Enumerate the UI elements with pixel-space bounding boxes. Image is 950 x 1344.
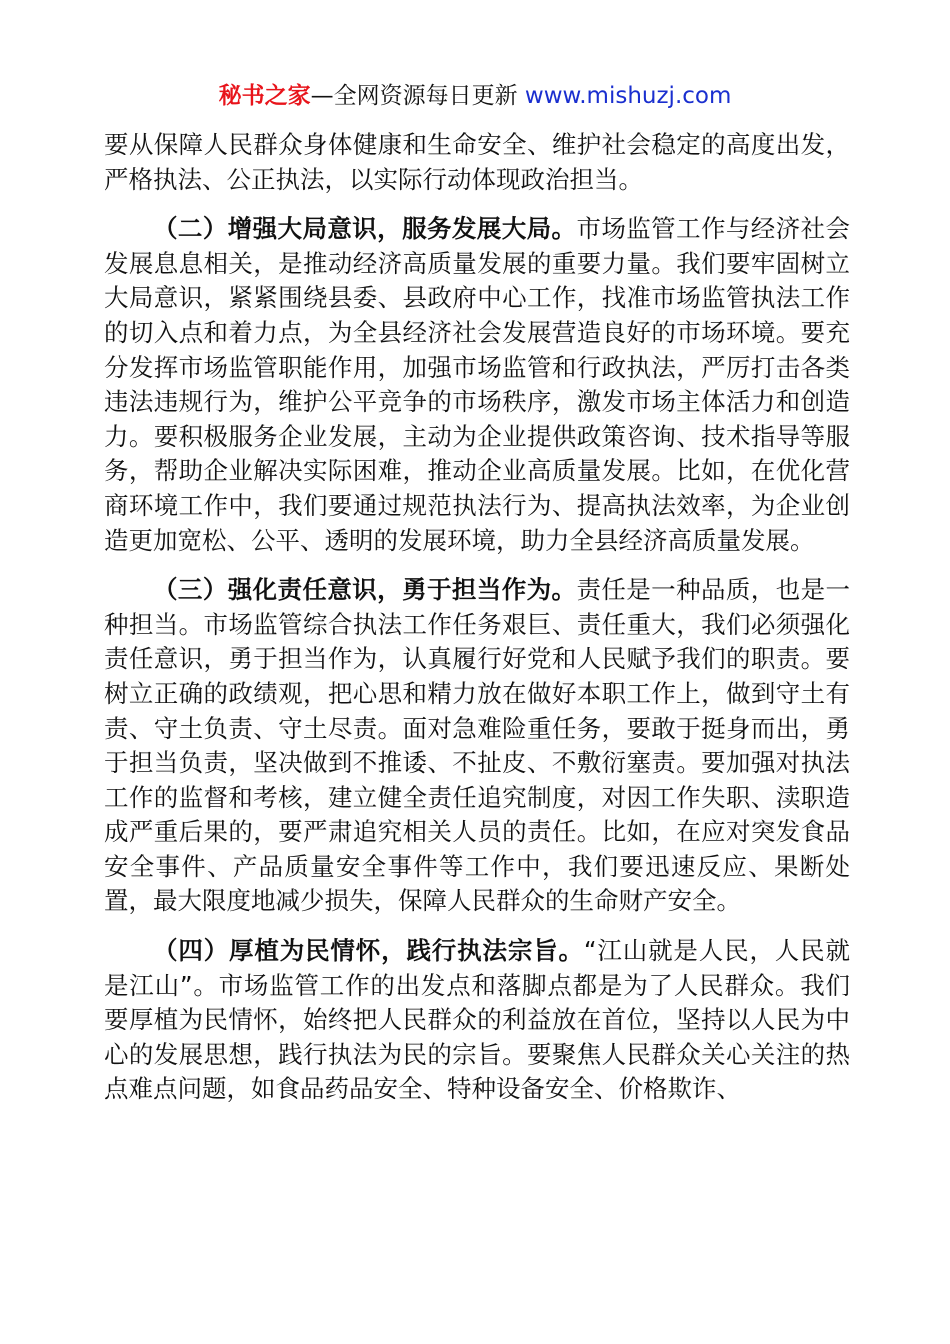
paragraph-text: “江山就是人民，人民就是江山”。市场监管工作的出发点和落脚点都是为了人民群众。我们要厚植为民情怀，始终把人民群众的利益放在首位，坚持以人民为中心的发展思想，践行执法为民的宗旨。要聚焦人民群众关心关注的热点难点问题，如食品药品安全、特种设备安全、价格欺诈、 — [104, 936, 850, 1104]
paragraph-section-2 — [104, 212, 850, 558]
paragraph-text: 要从保障人民群众身体健康和生命安全、维护社会稳定的高度出发，严格执法、公正执法，以实际行动体现政治担当。 — [104, 130, 850, 194]
paragraph-section-3 — [104, 573, 850, 919]
section-heading: （三）强化责任意识，勇于担当作为。 — [153, 575, 577, 605]
document-body — [104, 128, 850, 1122]
brand-name: 秘书之家 — [218, 83, 311, 109]
paragraph-section-4 — [104, 934, 850, 1107]
section-heading: （四）厚植为民情怀，践行执法宗旨。 — [153, 936, 584, 966]
site-url-link[interactable]: www.mishuzj.com — [524, 83, 732, 109]
paragraph-text: 责任是一种品质，也是一种担当。市场监管综合执法工作任务艰巨、责任重大，我们必须强化责任意识，勇于担当作为，认真履行好党和人民赋予我们的职责。要树立正确的政绩观，把心思和精力放在做好本职工作上，做到守土有责、守土负责、守土尽责。面对急难险重任务，要敢于挺身而出，勇于担当负责，坚决做到不推诿、不扯皮、不敷衍塞责。要加强对执法工作的监督和考核，建立健全责任追究制度，对因工作失职、渎职造成严重后果的，要严肃追究相关人员的责任。比如，在应对突发食品安全事件、产品质量安全事件等工作中，我们要迅速反应、果断处置，最大限度地减少损失，保障人民群众的生命财产安全。 — [104, 575, 851, 916]
paragraph-continuation — [104, 128, 850, 197]
site-header — [0, 80, 950, 112]
paragraph-text: 市场监管工作与经济社会发展息息相关，是推动经济高质量发展的重要力量。我们要牢固树立大局意识，紧紧围绕县委、县政府中心工作，找准市场监管执法工作的切入点和着力点，为全县经济社会发展营造良好的市场环境。要充分发挥市场监管职能作用，加强市场监管和行政执法，严厉打击各类违法违规行为，维护公平竞争的市场秩序，激发市场主体活力和创造力。要积极服务企业发展，主动为企业提供政策咨询、技术指导等服务，帮助企业解决实际困难，推动企业高质量发展。比如，在优化营商环境工作中，我们要通过规范执法行为、提高执法效率，为企业创造更加宽松、公平、透明的发展环境，助力全县经济高质量发展。 — [104, 214, 851, 555]
section-heading: （二）增强大局意识，服务发展大局。 — [153, 214, 577, 244]
header-tagline: —全网资源每日更新 — [310, 83, 525, 109]
